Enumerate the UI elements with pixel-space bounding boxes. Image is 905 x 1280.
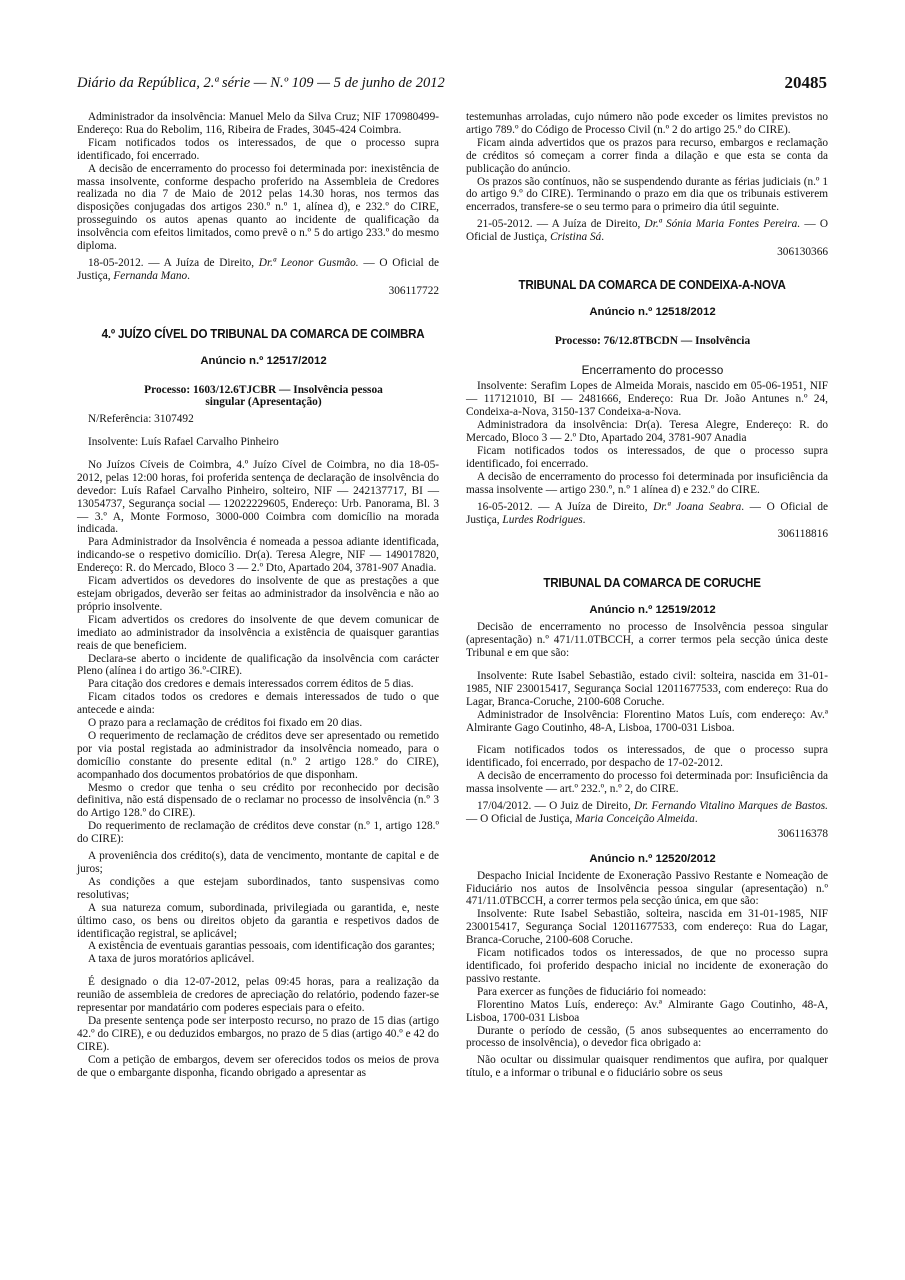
paragraph: Ficam citados todos os credores e demais interessados de tudo o que antecede e ainda: xyxy=(77,691,439,717)
paragraph: Administradora da insolvência: Dr(a). Teresa Alegre, Endereço: R. do Mercado, Bloco 3 — 2.º Dto, Apartado 204, 3781-907 Anadia xyxy=(466,419,828,445)
left-column xyxy=(77,111,439,1080)
announcement-number: Anúncio n.º 12520/2012 xyxy=(589,852,716,865)
process-title: singular (Apresentação) xyxy=(205,396,322,409)
paragraph: Ficam ainda advertidos que os prazos para recurso, embargos e reclamação de créditos só começam a correr finda a dilação e que esta se conta da publicação do anúncio. xyxy=(466,136,828,175)
journal-title: Diário da República, 2.ª série — N.º 109 — 5 de junho de 2012 xyxy=(77,75,445,91)
paragraph: Ficam advertidos os devedores do insolvente de que as prestações a que estejam obrigados, deverão ser feitas ao administrador da insolvência e não ao próprio insolvente. xyxy=(77,575,439,613)
paragraph: O requerimento de reclamação de créditos deve ser apresentado ou remetido por via postal registada ao administrador da insolvência nomeado, para o domicílio constante do presente edital (n.º 2 artigo 128.º do CIRE), acompanhado dos documentos probatórios de que disponham. xyxy=(77,729,439,781)
subtitle: Encerramento do processo xyxy=(581,362,724,377)
page-header xyxy=(77,73,827,95)
paragraph: Para citação dos credores e demais interessados correm éditos de 5 dias. xyxy=(88,678,414,691)
document-number: 306117722 xyxy=(388,284,439,297)
paragraph: Administrador da insolvência: Manuel Melo da Silva Cruz; NIF 170980499- Endereço: Rua do Rebolim, 116, Ribeira de Frades, 3045-424 Coimbra. xyxy=(77,111,439,136)
paragraph: Ficam notificados todos os interessados, de que o processo supra identificado, foi encerrado. xyxy=(466,445,828,470)
announcement-number: Anúncio n.º 12517/2012 xyxy=(200,354,327,367)
reference: N/Referência: 3107492 xyxy=(88,413,194,426)
right-column xyxy=(466,111,828,1080)
paragraph: Para Administrador da Insolvência é nomeada a pessoa adiante identificada, indicando-se o respetivo domicílio. Dr(a). Teresa Alegre, NIF — 149017820, Endereço: R. do Mercado, Bloco 3 — 2.º Dto, Apartado 204, 3781-907 Anadia. xyxy=(77,536,439,575)
list-item: A sua natureza comum, subordinada, privilegiada ou garantida, e, neste último caso, os bens ou direitos objeto da garantia e respetivos dados de identificação registral, se aplicável; xyxy=(77,901,439,940)
signature-line: 21-05-2012. — A Juíza de Direito, Dr.ª Sónia Maria Fontes Pereira. — O Oficial de Justiça, Cristina Sá. xyxy=(466,218,828,244)
paragraph: Insolvente: Serafim Lopes de Almeida Morais, nascido em 05-06-1951, NIF — 117121010, BI — 2481666, Endereço: Rua Dr. João Antunes n.º 24, Condeixa-a-Nova, 3150-137 Condeixa-a-Nova. xyxy=(466,380,828,419)
section-title: TRIBUNAL DA COMARCA DE CORUCHE xyxy=(543,576,761,591)
signature-line: 16-05-2012. — A Juíza de Direito, Dr.ª Joana Seabra. — O Oficial de Justiça, Lurdes Rodrigues. xyxy=(466,500,828,526)
paragraph: Insolvente: Rute Isabel Sebastião, solteira, nascida em 31-01-1985, NIF 230015417, Segurança Social 12011677533, com endereço: Rua do Lagar, Branca-Coruche, 2100-608 Coruche. xyxy=(466,908,828,947)
paragraph: Com a petição de embargos, devem ser oferecidos todos os meios de prova de que o embargante disponha, ficando obrigado a apresentar as xyxy=(77,1053,439,1079)
list-item: A taxa de juros moratórios aplicável. xyxy=(88,953,255,966)
paragraph: Mesmo o credor que tenha o seu crédito por reconhecido por decisão definitiva, não está dispensado de o reclamar no processo de insolvência (n.º 3 do Artigo 128.º do CIRE). xyxy=(77,781,439,820)
paragraph: Para exercer as funções de fiduciário foi nomeado: xyxy=(477,985,707,998)
process-title: Processo: 76/12.8TBCDN — Insolvência xyxy=(554,334,751,347)
document-number: 306118816 xyxy=(777,528,828,541)
document-number: 306130366 xyxy=(777,246,828,259)
announcement-number: Anúncio n.º 12519/2012 xyxy=(589,604,716,617)
paragraph: A decisão de encerramento do processo foi determinada por insuficiência da massa insolvente — artigo 230.º, n.º 1 alínea d) e 232.º do CIRE. xyxy=(466,470,828,496)
section-title: 4.º JUÍZO CÍVEL DO TRIBUNAL DA COMARCA DE COIMBRA xyxy=(101,326,425,341)
paragraph: O prazo para a reclamação de créditos foi fixado em 20 dias. xyxy=(88,717,363,730)
page-number: 20485 xyxy=(784,73,827,92)
paragraph: Ficam advertidos os credores do insolvente de que devem comunicar de imediato ao administrador da insolvência a existência de quaisquer garantias reais de que beneficiem. xyxy=(77,613,439,652)
signature-line: 18-05-2012. — A Juíza de Direito, Dr.ª Leonor Gusmão. — O Oficial de Justiça, Fernanda Mano. xyxy=(77,256,440,282)
paragraph: Insolvente: Rute Isabel Sebastião, estado civil: solteira, nascida em 31-01-1985, NIF 230015417, Segurança Social 12011677533, com endereço: Rua do Lagar, Branca-Coruche, 2100-608 Coruche. xyxy=(466,669,828,708)
paragraph: Não ocultar ou dissimular quaisquer rendimentos que aufira, por qualquer título, e a informar o tribunal e o fiduciário sobre os seus xyxy=(466,1054,828,1080)
insolvent-name: Insolvente: Luís Rafael Carvalho Pinheiro xyxy=(88,436,279,448)
list-item: A proveniência dos crédito(s), data de vencimento, montante de capital e de juros; xyxy=(77,850,439,875)
paragraph: A decisão de encerramento do processo foi determinada por: inexistência de massa insolvente, conforme despacho proferido na Assembleia de Credores realizada no dia 7 de Maio de 2012 pelas 14.30 horas, nos termos das disposições conjugadas dos artigos 230.º n.º 1, alínea d), e 232.º do CIRE, prosseguindo os autos apenas quanto ao incidente de qualificação da insolvência com efeitos limitados, como prevê o n.º 5 do artigo 233.º do mesmo diploma. xyxy=(77,162,439,253)
paragraph: Durante o período de cessão, (5 anos subsequentes ao encerramento do processo de insolvência), o devedor fica obrigado a: xyxy=(466,1024,828,1050)
paragraph: Ficam notificados todos os interessados, de que no processo supra identificado, foi proferido despacho inicial no incidente de exoneração do passivo restante. xyxy=(466,947,828,985)
paragraph: Declara-se aberto o incidente de qualificação da insolvência com carácter Pleno (alínea i do artigo 36.º-CIRE). xyxy=(77,652,439,678)
paragraph: Os prazos são contínuos, não se suspendendo durante as férias judiciais (n.º 1 do artigo 9.º do CIRE). Terminando o prazo em dia que os tribunais estiverem encerrados, transfere-se o seu termo para o primeiro dia útil seguinte. xyxy=(466,175,828,214)
paragraph: A decisão de encerramento do processo foi determinada por: Insuficiência da massa insolvente — art.º 232.º, n.º 2, do CIRE. xyxy=(466,770,828,796)
paragraph: Decisão de encerramento no processo de Insolvência pessoa singular (apresentação) n.º 471/11.0TBCCH, a correr termos pela secção única deste Tribunal e em que são: xyxy=(466,621,828,659)
document-number: 306116378 xyxy=(777,827,828,840)
paragraph: testemunhas arroladas, cujo número não pode exceder os limites previstos no artigo 789.º do Código de Processo Civil (n.º 2 do artigo 25.º do CIRE). xyxy=(466,111,828,136)
process-title: Processo: 1603/12.6TJCBR — Insolvência pessoa xyxy=(144,383,383,396)
announcement-number: Anúncio n.º 12518/2012 xyxy=(589,305,716,318)
paragraph: Administrador de Insolvência: Florentino Matos Luís, com endereço: Av.ª Almirante Gago Coutinho, 48-A, Lisboa, 1700-031 Lisboa. xyxy=(466,708,828,734)
signature-line: 17/04/2012. — O Juiz de Direito, Dr. Fernando Vitalino Marques de Bastos. — O Oficial de Justiça, Maria Conceição Almeida. xyxy=(466,800,828,825)
paragraph: Da presente sentença pode ser interposto recurso, no prazo de 15 dias (artigo 42.º do CIRE), e ou deduzidos embargos, no prazo de 5 dias (artigo 40.º e 42 do CIRE). xyxy=(77,1014,439,1053)
paragraph: Ficam notificados todos os interessados, de que o processo supra identificado, foi encerrado, por despacho de 17-02-2012. xyxy=(466,744,828,770)
paragraph: Ficam notificados todos os interessados, de que o processo supra identificado, foi encerrado. xyxy=(77,136,439,162)
paragraph: No Juízos Cíveis de Coimbra, 4.º Juízo Cível de Coimbra, no dia 18-05-2012, pelas 12:00 horas, foi proferida sentença de declaração de insolvência do devedor: Luís Rafael Carvalho Pinheiro, solteiro, NIF — 242137717, BI — 13054737, Segurança social — 12022229605, Endereço: Urb. Panorama, Bl. 3 — 3.º A, Monte Formoso, 3000-000 Coimbra com domicílio na morada indicada. xyxy=(77,458,439,536)
section-title: TRIBUNAL DA COMARCA DE CONDEIXA-A-NOVA xyxy=(518,277,786,292)
list-item: As condições a que estejam subordinados, tanto suspensivas como resolutivas; xyxy=(77,875,439,901)
paragraph: Florentino Matos Luís, endereço: Av.ª Almirante Gago Coutinho, 48-A, Lisboa, 1700-031 Lisboa xyxy=(466,998,828,1024)
list-item: A existência de eventuais garantias pessoais, com identificação dos garantes; xyxy=(88,940,435,953)
paragraph: É designado o dia 12-07-2012, pelas 09:45 horas, para a realização da reunião de assembleia de credores de apreciação do relatório, podendo fazer-se representar por mandatário com poderes especiais para o efeito. xyxy=(77,976,439,1015)
paragraph: Despacho Inicial Incidente de Exoneração Passivo Restante e Nomeação de Fiduciário nos autos de Insolvência pessoa singular (apresentação) n.º 471/11.0TBCCH, a correr termos pela secção única, em que são: xyxy=(466,869,828,908)
paragraph: Do requerimento de reclamação de créditos deve constar (n.º 1, artigo 128.º do CIRE): xyxy=(77,820,439,846)
